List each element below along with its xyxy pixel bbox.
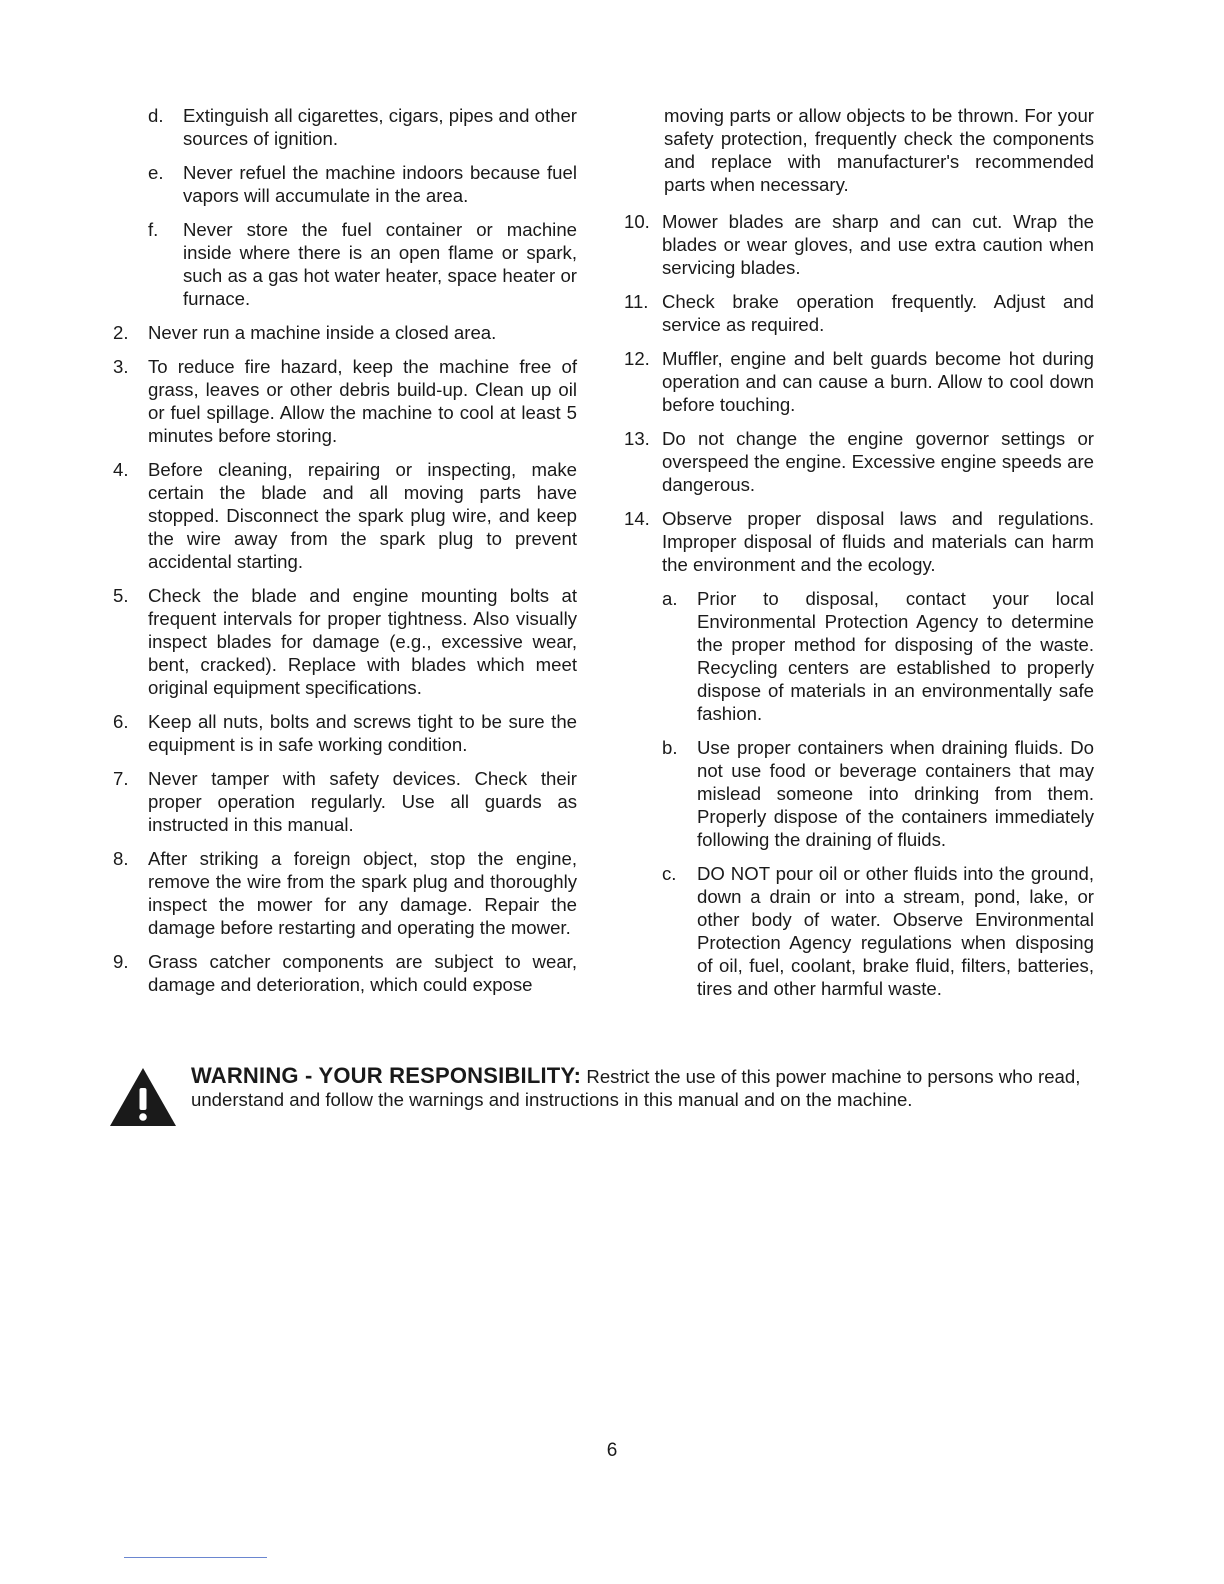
item-label: 2. <box>113 322 129 343</box>
list-item <box>113 321 577 344</box>
list-item <box>113 355 577 447</box>
item-label: 9. <box>113 951 129 972</box>
warning-body: Restrict the use of this power machine to persons who read, understand and follow the warnings and instructions in this manual and on the machine. <box>191 1066 1081 1110</box>
item-label: e. <box>148 162 164 183</box>
item-text: Use proper containers when draining fluids. Do not use food or beverage containers that may mislead someone into drinking from them. Properly dispose of the containers immediately following the draining of fluids. <box>697 737 1094 850</box>
list-item <box>113 950 577 996</box>
item-text: Muffler, engine and belt guards become hot during operation and can cause a burn. Allow to cool down before touching. <box>662 348 1094 415</box>
item-text: Never refuel the machine indoors because fuel vapors will accumulate in the area. <box>183 162 577 206</box>
item-text: Keep all nuts, bolts and screws tight to be sure the equipment is in safe working condition. <box>148 711 577 755</box>
sub-item <box>624 587 1094 725</box>
item-label: 5. <box>113 585 129 606</box>
item-label: 14. <box>624 508 650 529</box>
item-label: 12. <box>624 348 650 369</box>
list-item <box>624 507 1094 576</box>
item-label: 3. <box>113 356 129 377</box>
list-item <box>624 347 1094 416</box>
item-label: f. <box>148 219 159 240</box>
item-text: Check the blade and engine mounting bolts at frequent intervals for proper tightness. Also visually inspect blades for damage (e.g., excessive wear, bent, cracked). Replace with blades which meet original equipment specifications. <box>148 585 577 698</box>
item-label: c. <box>662 863 677 884</box>
item-text: To reduce fire hazard, keep the machine free of grass, leaves or other debris build-up. Clean up oil or fuel spillage. Allow the machine to cool at least 5 minutes before storing. <box>148 356 577 446</box>
item-text: Never store the fuel container or machine inside where there is an open flame or spark, such as a gas hot water heater, space heater or furnace. <box>183 219 577 309</box>
sub-item <box>113 161 577 207</box>
list-item <box>113 767 577 836</box>
list-item <box>113 584 577 699</box>
warning-text <box>191 1064 1098 1111</box>
footer-line <box>124 1557 267 1558</box>
item-text: Check brake operation frequently. Adjust and service as required. <box>662 291 1094 335</box>
item-label: 7. <box>113 768 129 789</box>
sub-item <box>624 736 1094 851</box>
item-label: 6. <box>113 711 129 732</box>
item-text: Observe proper disposal laws and regulations. Improper disposal of fluids and materials can harm the environment and the ecology. <box>662 508 1094 575</box>
item-label: 10. <box>624 211 650 232</box>
item-label: 11. <box>624 291 649 312</box>
page-number: 6 <box>606 1440 618 1461</box>
sub-item <box>113 104 577 150</box>
item-text: Extinguish all cigarettes, cigars, pipes and other sources of ignition. <box>183 105 577 149</box>
right-column <box>624 104 1094 1011</box>
item-text: Before cleaning, repairing or inspecting, make certain the blade and all moving parts have stopped. Disconnect the spark plug wire, and keep the wire away from the spark plug to prevent accidental starting. <box>148 459 577 572</box>
list-item <box>624 427 1094 496</box>
left-column <box>113 104 577 1007</box>
item-label: d. <box>148 105 164 126</box>
item-label: b. <box>662 737 678 758</box>
item-text: Never run a machine inside a closed area. <box>148 322 497 343</box>
sub-item <box>113 218 577 310</box>
warning-heading: WARNING - YOUR RESPONSIBILITY: <box>191 1063 582 1088</box>
item-label: 8. <box>113 848 129 869</box>
item-text: Never tamper with safety devices. Check their proper operation regularly. Use all guards as instructed in this manual. <box>148 768 577 835</box>
list-item <box>113 710 577 756</box>
item-text: After striking a foreign object, stop the engine, remove the wire from the spark plug and thoroughly inspect the mower for any damage. Repair the damage before restarting and operating the mower. <box>148 848 577 938</box>
item-text: Prior to disposal, contact your local Environmental Protection Agency to determine the proper method for disposing of the waste. Recycling centers are established to properly dispose of materials in an environmentally safe fashion. <box>697 588 1094 724</box>
item-text: DO NOT pour oil or other fluids into the ground, down a drain or into a stream, pond, lake, or other body of water. Observe Environmental Protection Agency regulations when disposing of oil, fuel, coolant, brake fluid, filters, batteries, tires and other harmful waste. <box>697 863 1094 999</box>
item-label: 4. <box>113 459 129 480</box>
list-item <box>113 458 577 573</box>
list-item <box>624 290 1094 336</box>
item-text: Grass catcher components are subject to wear, damage and deterioration, which could expose <box>148 951 577 995</box>
list-item <box>113 847 577 939</box>
item-text: Mower blades are sharp and can cut. Wrap the blades or wear gloves, and use extra caution when servicing blades. <box>662 211 1094 278</box>
item-text: Do not change the engine governor settings or overspeed the engine. Excessive engine speeds are dangerous. <box>662 428 1094 495</box>
sub-item <box>624 862 1094 1000</box>
warning-triangle-icon <box>108 1066 178 1128</box>
item-label: a. <box>662 588 678 609</box>
list-item <box>624 210 1094 279</box>
warning-block <box>108 1064 1098 1111</box>
item-label: 13. <box>624 428 650 449</box>
continued-paragraph: moving parts or allow objects to be thrown. For your safety protection, frequently check the components and replace with manufacturer's recommended parts when necessary. <box>664 105 1094 195</box>
